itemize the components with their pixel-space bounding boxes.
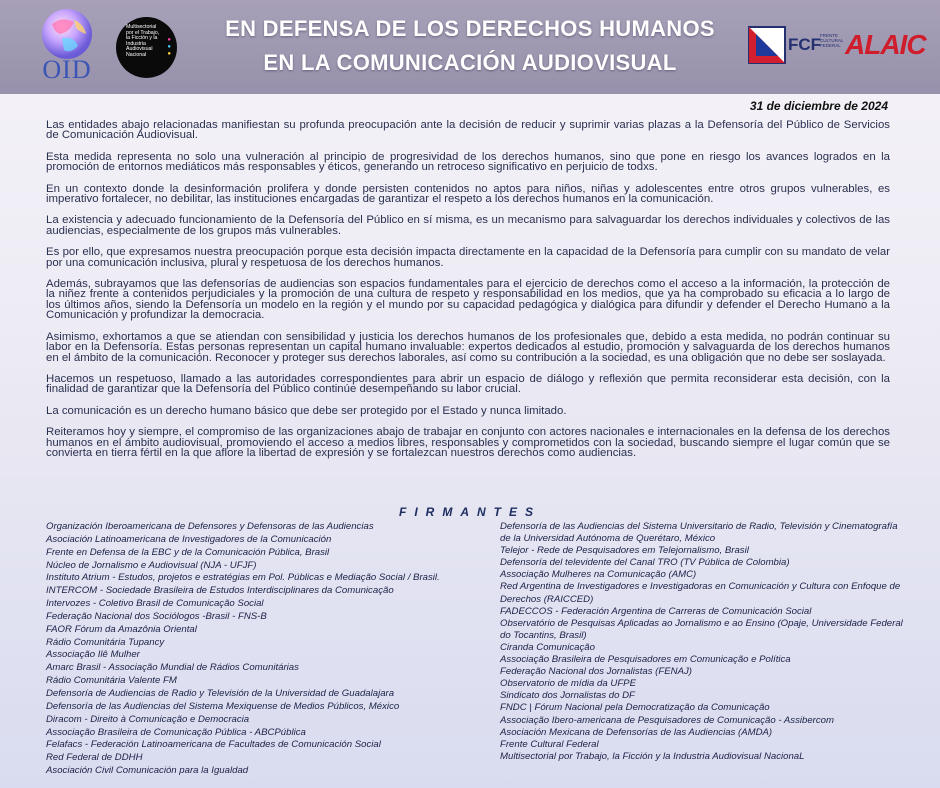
signatory-item: Associação Brasileira de Comunicação Pública - ABCPública xyxy=(46,726,306,738)
signatory-item: FADECCOS - Federación Argentina de Carreras de Comunicación Social xyxy=(500,605,812,617)
paragraph: Hacemos un respetuoso, llamado a las autoridades correspondientes para abrir un espacio de diálogo y reflexión que permita reconsiderar esta decisión, con la finalidad de garantizar que la Defensoría del Público continúe desempeñando su labor crucial. xyxy=(46,372,890,396)
signatory-item: Associação Brasileira de Pesquisadores em Comunicação e Política xyxy=(500,654,791,666)
statement-body xyxy=(46,120,890,469)
signatory-item: Amarc Brasil - Associação Mundial de Rádios Comunitárias xyxy=(46,662,299,674)
page-title-line-1: EN DEFENSA DE LOS DERECHOS HUMANOS xyxy=(225,16,715,41)
signatory-item: Observatório de Pesquisas Aplicadas ao Jornalismo e ao Ensino (Opaje, Universidade Federal do Tocantins, Brasil) xyxy=(500,617,903,641)
paragraph: Las entidades abajo relacionadas manifiestan su profunda preocupación ante la decisión de reducir y suprimir varias plazas a la Defensoría del Público de Servicios de Comunicación Audiovisual. xyxy=(46,119,890,142)
signatory-item: Núcleo de Jornalismo e Audiovisual (NJA - UFJF) xyxy=(46,559,257,571)
signatory-item: Intervozes - Coletivo Brasil de Comunicação Social xyxy=(46,598,264,610)
document-date: 31 de diciembre de 2024 xyxy=(749,99,888,113)
paragraph: Esta medida representa no solo una vulneración al principio de progresividad de los derechos humanos, sino que pone en riesgo los avances logrados en la promoción de entornos mediáticos más responsables y éticos, generando un retroceso significativo en perjuicio de todxs. xyxy=(46,150,890,174)
signatory-item: FNDC | Fórum Nacional pela Democratização da Comunicação xyxy=(500,702,770,714)
signatory-item: Associação Ilê Mulher xyxy=(46,649,140,661)
multisectorial-logo-text: Multisectorial por el Trabajo, la Ficción y la Industria Audiovisual Nacional xyxy=(126,24,160,58)
signatory-item: Defensoría de las Audiencias del Sistema Universitario de Radio, Televisión y Cinematografía de la Universidad Autónoma de Querétaro, México xyxy=(500,521,898,545)
signatory-item: Associação Mulheres na Comunicação (AMC) xyxy=(500,569,697,581)
paragraph: Reiteramos hoy y siempre, el compromiso de las organizaciones abajo de trabajar en conjunto con actores nacionales e internacionales en la defensa de los derechos humanos en el ámbito audiovisual, promoviendo el acceso a medios libres, responsables y comprometidos con la sociedad, buscando siempre el lugar común que se convierta en tierra fértil en la que aflore la libertad de expresión y se fortalezcan nuestros derechos como audiencias. xyxy=(46,426,890,459)
signatory-item: Defensoría del televidente del Canal TRO (TV Pública de Colombia) xyxy=(500,557,790,569)
paragraph: Además, subrayamos que las defensorías de audiencias son espacios fundamentales para el ejercicio de derechos como el acceso a la información, la protección de la niñez frente a contenidos perjudiciales y la promoción de una cultura de respeto y responsabilidad en los medios, que ya ha comprobado su eficacia a lo largo de los últimos años, siendo la Defensoría un modelo en la región y el mundo por su capacidad pedagógica y dialógica para difundir y defender el Derecho Humano a la Comunicación y profundizar la democracia. xyxy=(46,278,890,322)
signatories-list-left xyxy=(46,521,496,778)
paragraph: La comunicación es un derecho humano básico que debe ser protegido por el Estado y nunca limitado. xyxy=(46,404,567,417)
signatory-item: Asociación Latinoamericana de Investigadores de la Comunicación xyxy=(46,533,332,545)
signatory-item: Rádio Comunitária Tupancy xyxy=(46,636,165,648)
signatory-item: Sindicato dos Jornalistas do DF xyxy=(500,690,635,702)
signatory-item: Organización Iberoamericana de Defensores y Defensoras de las Audiencias xyxy=(46,521,374,532)
multisectorial-dots-icon: ● ● ● xyxy=(167,37,171,57)
signatory-item: Defensoría de las Audiencias del Sistema Mexiquense de Medios Públicos, México xyxy=(46,700,400,712)
signatory-item: FAOR Fórum da Amazônia Oriental xyxy=(46,623,197,635)
signatory-item: Federação Nacional dos Jornalistas (FENAJ) xyxy=(500,666,692,678)
paragraph: Asimismo, exhortamos a que se atiendan con sensibilidad y justicia los derechos humanos de los profesionales que, debido a esta medida, no podrán continuar su labor en la Defensoría. Estas personas representan un capital humano invaluable: expertos dedicados al estudio, promoción y salvaguarda de los derechos humanos en el ámbito de la comunicación. Reconocer y proteger sus derechos laborales, así como su contribución a la sociedad, es una obligación que no debe ser soslayada. xyxy=(46,330,890,364)
signatory-item: Diracom - Direito à Comunicação e Democracia xyxy=(46,713,250,725)
signatory-item: Defensoría de Audiencias de Radio y Televisión de la Universidad de Guadalajara xyxy=(46,687,395,699)
signatory-item: Federação Nacional dos Sociólogos -Brasil - FNS-B xyxy=(46,610,267,622)
paragraph: En un contexto donde la desinformación prolifera y donde persisten contenidos no aptos para niños, niñas y adolescentes entre otros grupos vulnerables, es imperativo fortalecer, no debilitar, las instituciones encargadas de garantizar el respeto a los derechos humanos en la comunicación. xyxy=(46,182,890,206)
page-title-line-2: EN LA COMUNICACIÓN AUDIOVISUAL xyxy=(263,50,677,75)
fcf-logo-subtitle: FRENTE CULTURAL FEDERAL xyxy=(820,33,844,48)
oid-logo-text: OID xyxy=(42,55,92,84)
signatory-item: Ciranda Comunicação xyxy=(500,641,595,653)
alaic-logo: ALAIC xyxy=(845,29,926,60)
signatory-item: Rádio Comunitária Valente FM xyxy=(46,675,177,687)
signatory-item: Red Argentina de Investigadores e Investigadoras en Comunicación y Cultura con Enfoque de Derechos (RAICCED) xyxy=(500,581,901,605)
signatory-item: Asociación Mexicana de Defensorías de las Audiencias (AMDA) xyxy=(500,726,773,738)
paragraph: La existencia y adecuado funcionamiento de la Defensoría del Público en sí misma, es un mecanismo para salvaguardar los derechos individuales y colectivos de las audiencias, especialmente de los grupos más vulnerables. xyxy=(46,214,890,237)
fcf-flag-icon xyxy=(748,26,786,64)
signatory-item: Instituto Atrium - Estudos, projetos e estratégias em Pol. Públicas e Mediação Social / Brasil. xyxy=(46,572,440,584)
signatories-heading: FIRMANTES xyxy=(399,505,541,519)
signatory-item: Felafacs - Federación Latinoamericana de Facultades de Comunicación Social xyxy=(46,739,381,751)
signatory-item: Telejor - Rede de Pesquisadores em Telejornalismo, Brasil xyxy=(500,545,749,557)
signatory-item: Observatorio de mídia da UFPE xyxy=(500,678,636,690)
header-banner xyxy=(0,0,940,94)
signatory-item: Asociación Civil Comunicación para la Igualdad xyxy=(46,765,249,777)
signatory-item: Red Federal de DDHH xyxy=(46,752,143,764)
signatory-item: Frente Cultural Federal xyxy=(500,738,599,750)
signatory-item: Frente en Defensa de la EBC y de la Comunicación Pública, Brasil xyxy=(46,546,330,558)
signatory-item: Associação Ibero-americana de Pesquisadores de Comunicação - Assibercom xyxy=(500,714,834,726)
paragraph: Es por ello, que expresamos nuestra preocupación porque esta decisión impacta directamente en la capacidad de la Defensoría para cumplir con su mandato de velar por una comunicación inclusiva, plural y respetuosa de los derechos humanos. xyxy=(46,246,890,269)
signatory-item: INTERCOM - Sociedade Brasileira de Estudos Interdisciplinares da Comunicação xyxy=(46,585,394,597)
signatories-list-right xyxy=(500,521,910,763)
fcf-logo-text: FCF xyxy=(788,35,822,54)
signatory-item: Multisectorial por Trabajo, la Ficción y la Industria Audiovisual NacionaL xyxy=(500,750,805,762)
